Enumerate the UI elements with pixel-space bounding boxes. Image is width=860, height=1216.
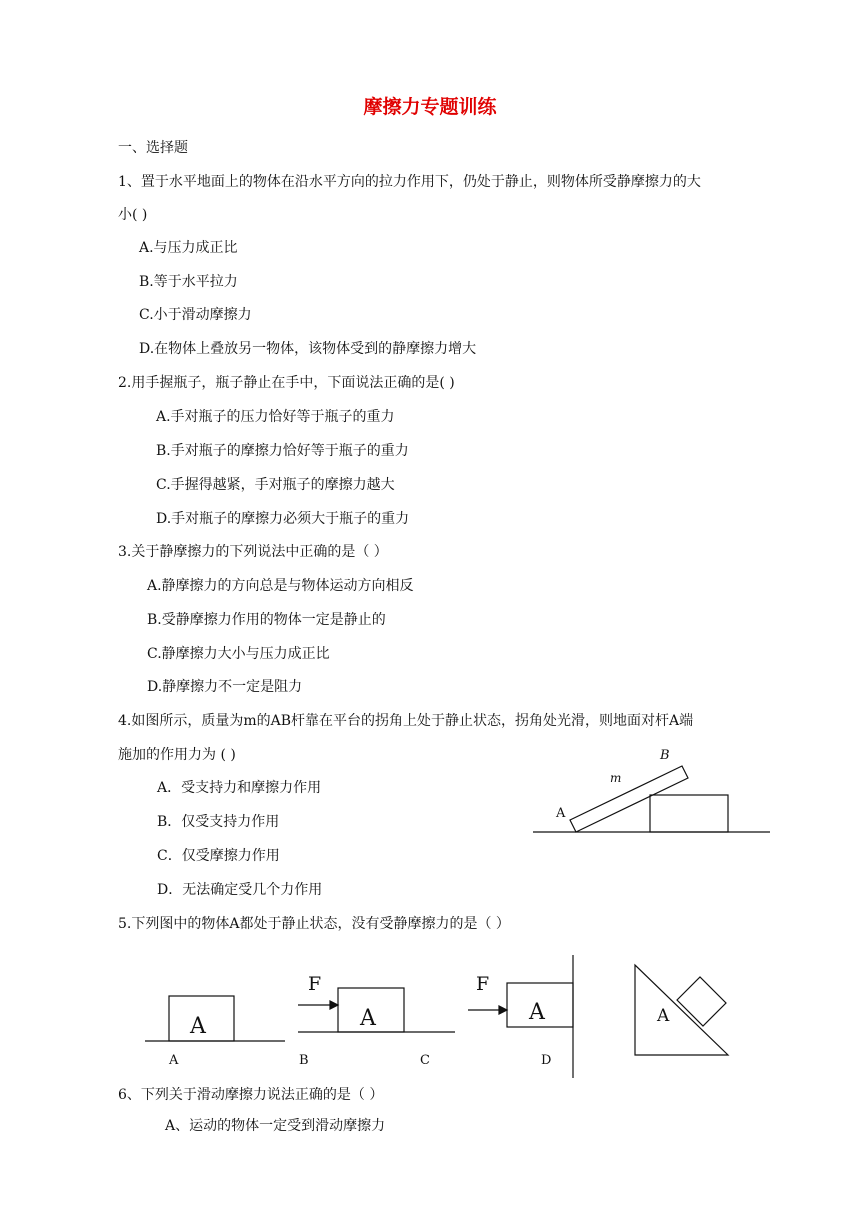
q1-stem-line2: 小( ) bbox=[118, 207, 148, 223]
q4-label-b: B bbox=[660, 748, 670, 763]
q5-caption-a: A bbox=[169, 1053, 179, 1068]
q5-caption-c: C bbox=[420, 1053, 430, 1068]
q4-rod bbox=[570, 766, 688, 832]
section-heading: 一、选择题 bbox=[118, 140, 188, 156]
q4-label-m: m bbox=[610, 771, 622, 785]
q5-figure-d bbox=[468, 955, 573, 1078]
q5e-block bbox=[677, 977, 726, 1026]
q4-figure bbox=[533, 748, 770, 832]
q3-stem: 3.关于静摩擦力的下列说法中正确的是（ ） bbox=[118, 544, 388, 560]
q5b-arrow-head bbox=[330, 1001, 338, 1009]
q5-figure-incline bbox=[635, 965, 728, 1055]
q4-stem-line2: 施加的作用力为 ( ) bbox=[118, 747, 236, 763]
q4-option-b: B．仅受支持力作用 bbox=[157, 814, 280, 830]
q5d-block-label: A bbox=[529, 1000, 545, 1025]
q2-option-c: C.手握得越紧，手对瓶子的摩擦力越大 bbox=[156, 477, 395, 493]
q4-label-a: A bbox=[556, 806, 566, 821]
page-title: 摩擦力专题训练 bbox=[363, 96, 497, 118]
q5-stem: 5.下列图中的物体A都处于静止状态，没有受静摩擦力的是（ ） bbox=[118, 916, 510, 932]
q1-stem-line1: 1、置于水平地面上的物体在沿水平方向的拉力作用下，仍处于静止，则物体所受静摩擦力的大 bbox=[118, 174, 701, 190]
q3-option-a: A.静摩擦力的方向总是与物体运动方向相反 bbox=[147, 578, 414, 594]
q3-option-c: C.静摩擦力大小与压力成正比 bbox=[147, 646, 330, 662]
q4-option-c: C．仅受摩擦力作用 bbox=[157, 848, 280, 864]
q6-stem: 6、下列关于滑动摩擦力说法正确的是（ ） bbox=[118, 1087, 384, 1103]
q4-stem-line1: 4.如图所示，质量为m的AB杆靠在平台的拐角上处于静止状态，拐角处光滑，则地面对杆A端 bbox=[118, 713, 694, 729]
q3-option-d: D.静摩擦力不一定是阻力 bbox=[147, 679, 303, 695]
q5d-arrow-head bbox=[499, 1006, 507, 1014]
q4-option-d: D．无法确定受几个力作用 bbox=[157, 882, 323, 898]
q5e-label: A bbox=[657, 1006, 670, 1026]
q1-option-d: D.在物体上叠放另一物体，该物体受到的静摩擦力增大 bbox=[139, 341, 477, 357]
q2-stem: 2.用手握瓶子，瓶子静止在手中，下面说法正确的是( ) bbox=[118, 375, 455, 391]
q1-option-b: B.等于水平拉力 bbox=[139, 274, 238, 290]
q1-option-a: A.与压力成正比 bbox=[139, 240, 238, 256]
q2-option-a: A.手对瓶子的压力恰好等于瓶子的重力 bbox=[156, 409, 395, 425]
q4-platform bbox=[650, 795, 728, 832]
q5a-block-label: A bbox=[190, 1014, 206, 1039]
q1-option-c: C.小于滑动摩擦力 bbox=[139, 307, 252, 323]
q5d-force-label: F bbox=[476, 973, 490, 995]
q5-caption-d: D bbox=[541, 1053, 552, 1068]
q6-option-a: A、运动的物体一定受到滑动摩擦力 bbox=[165, 1118, 386, 1134]
q2-option-d: D.手对瓶子的摩擦力必须大于瓶子的重力 bbox=[156, 511, 410, 527]
q3-option-b: B.受静摩擦力作用的物体一定是静止的 bbox=[147, 612, 386, 628]
q5-caption-b: B bbox=[299, 1053, 309, 1068]
q5b-block-label: A bbox=[360, 1006, 376, 1031]
q5b-force-label: F bbox=[308, 973, 322, 995]
q5-figure-b bbox=[298, 973, 455, 1068]
q5e-triangle bbox=[635, 965, 728, 1055]
q4-option-a: A．受支持力和摩擦力作用 bbox=[157, 780, 322, 796]
q2-option-b: B.手对瓶子的摩擦力恰好等于瓶子的重力 bbox=[156, 443, 409, 459]
q5-figure-a bbox=[145, 996, 285, 1068]
